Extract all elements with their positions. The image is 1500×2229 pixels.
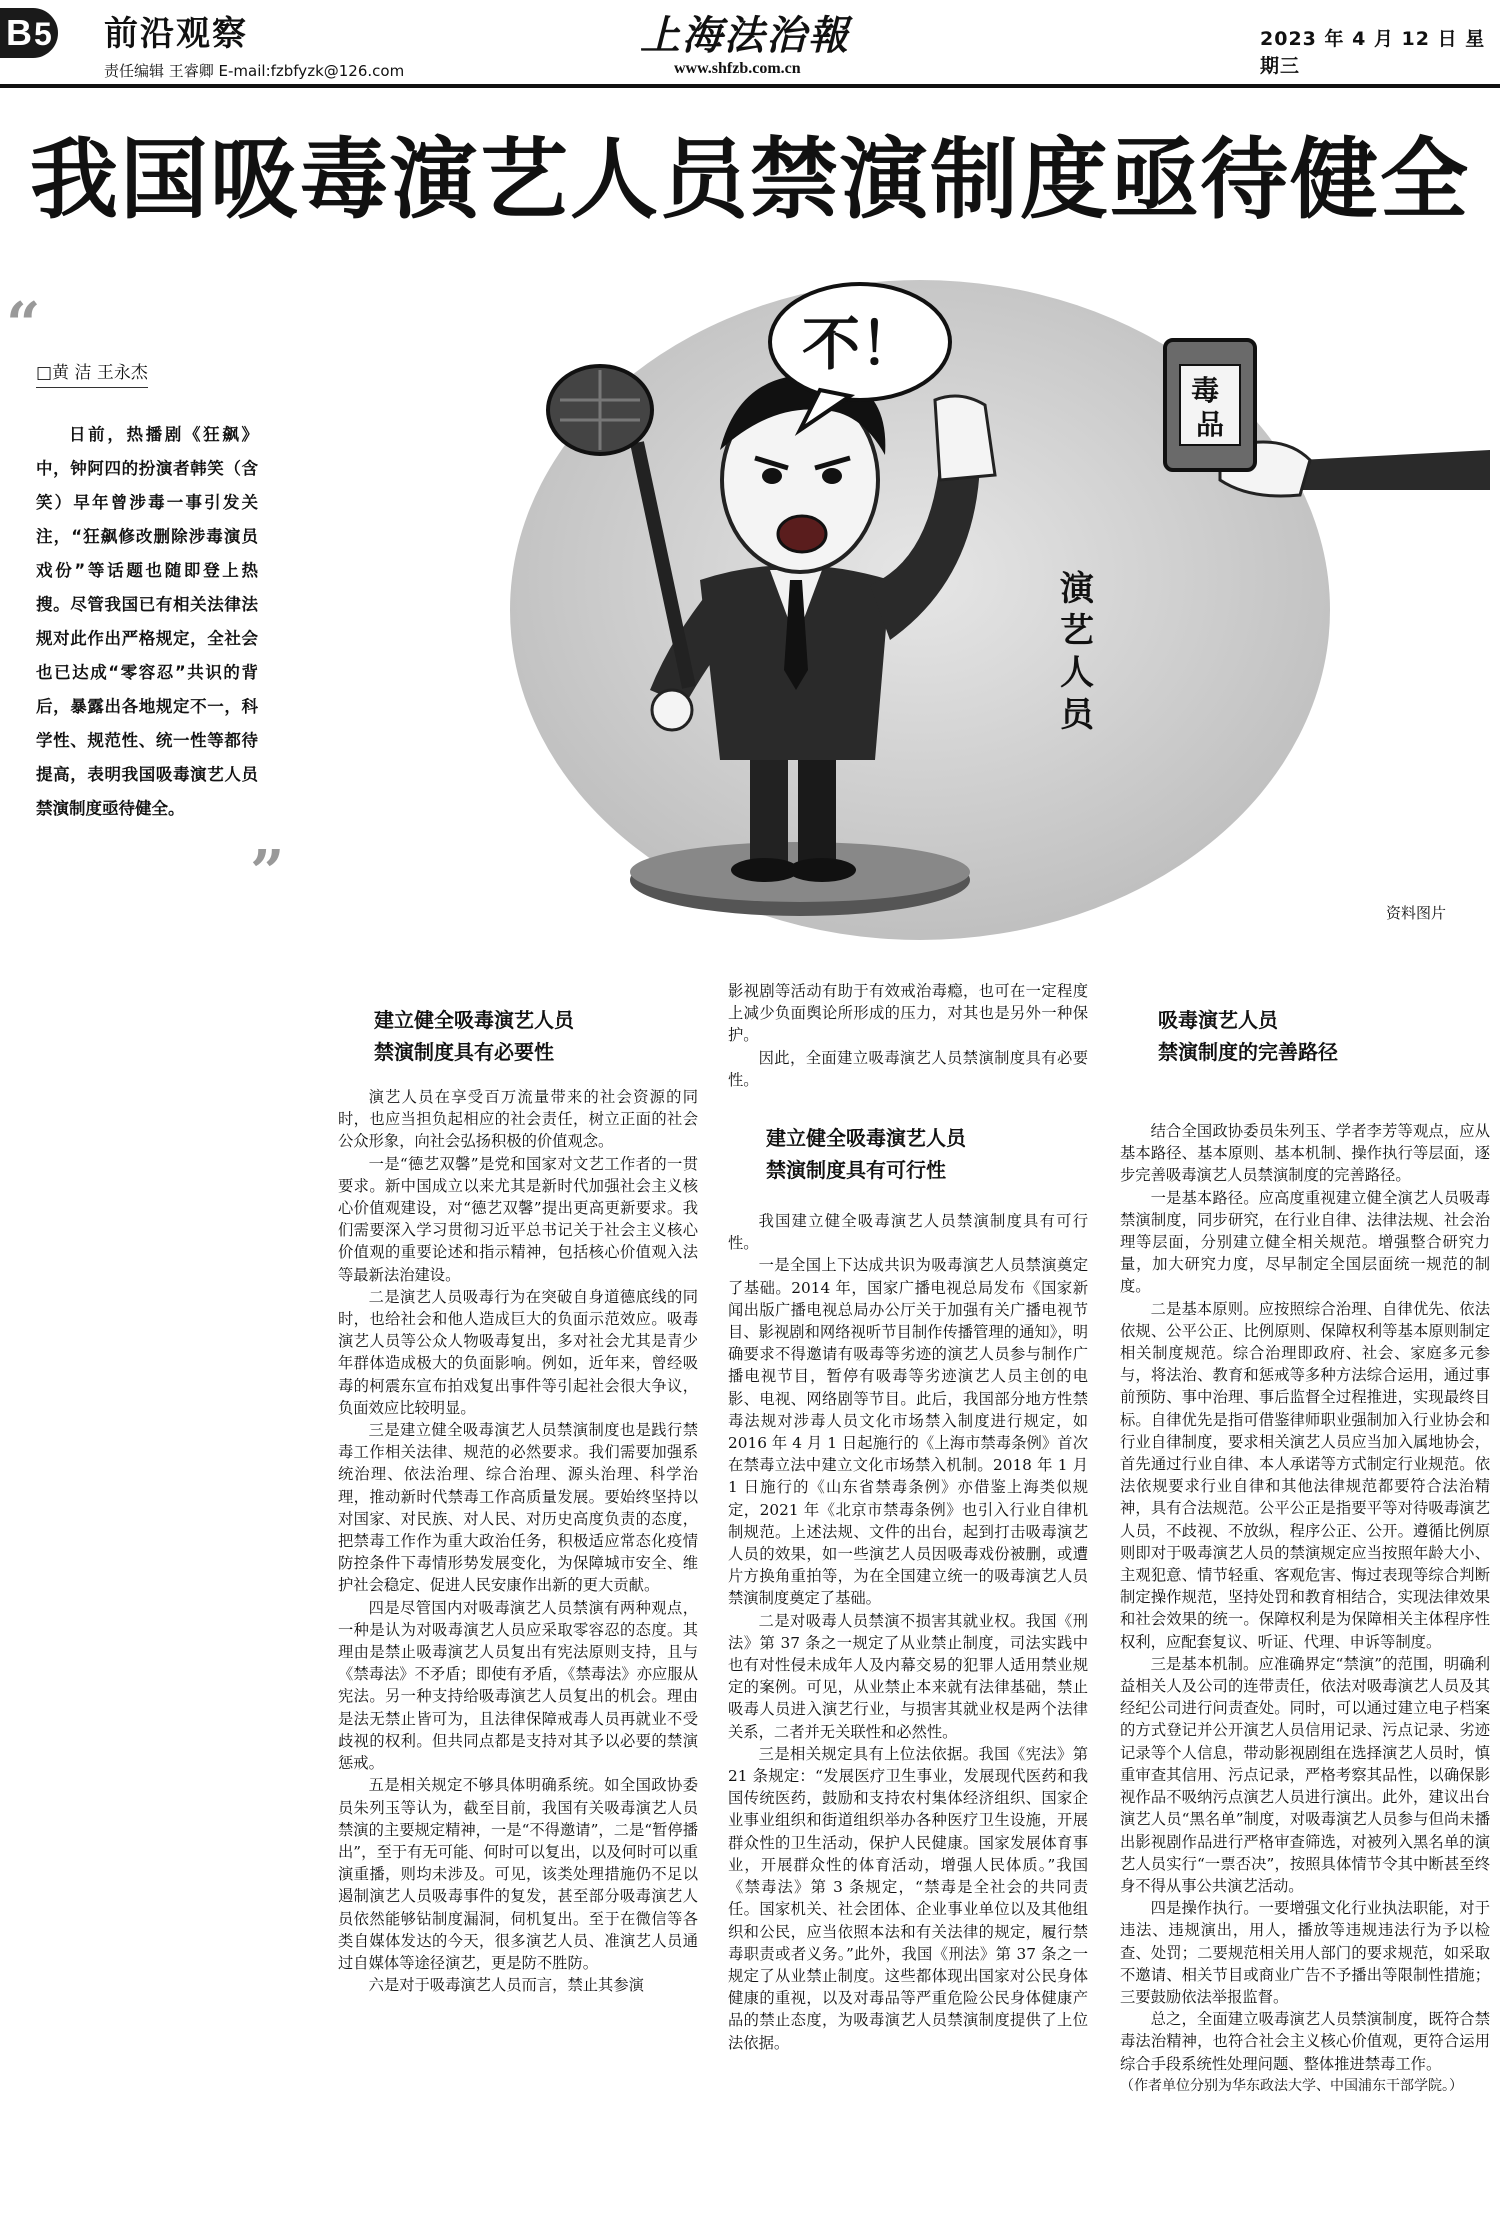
section-2-title-line: 建立健全吸毒演艺人员	[766, 1126, 966, 1150]
paragraph: 三是基本机制。应准确界定“禁演”的范围，明确利益相关人及公司的连带责任，依法对吸毒演艺人员及其经纪公司进行问责查处。同时，可以通过建立电子档案的方式登记并公开演艺人员信用记录、污点记录、劣迹记录等个人信息，带动影视剧组在选择演艺人员时，慎重审查其信用、污点记录，严格考察其品性，以确保影视作品不吸纳污点演艺人员进行演出。此外，建议出台演艺人员“黑名单”制度，对吸毒演艺人员参与但尚未播出影视剧作品进行严格审查筛选，对被列入黑名单的演艺人员实行“一票否决”，按照具体情节令其中断甚至终身不得从事公共演艺活动。	[1120, 1654, 1490, 1895]
paragraph: 四是尽管国内对吸毒演艺人员禁演有两种观点，一种是认为对吸毒演艺人员应采取零容忍的态度。其理由是禁止吸毒演艺人员复出有宪法原则支持，且与《禁毒法》不矛盾；即使有矛盾，《禁毒法》亦应服从宪法。另一种支持给吸毒演艺人员复出的机会。理由是法无禁止皆可为，且法律保障戒毒人员再就业不受歧视的权利。但共同点都是支持对其予以必要的禁演惩戒。	[338, 1598, 698, 1773]
paragraph: 三是建立健全吸毒演艺人员禁演制度也是践行禁毒工作相关法律、规范的必然要求。我们需要加强系统治理、依法治理、综合治理、源头治理、科学治理，推动新时代禁毒工作高质量发展。要始终坚持以对国家、对民族、对人民、对历史高度负责的态度，把禁毒工作作为重大政治任务，积极适应常态化疫情防控条件下毒情形势发展变化，为保障城市安全、维护社会稳定、促进人民安康作出新的更大贡献。	[338, 1421, 698, 1595]
figure-label-char: 演	[1060, 569, 1094, 609]
stop-hand	[935, 396, 995, 480]
lead-paragraph: 日前，热播剧《狂飙》中，钟阿四的扮演者韩笑（含笑）早年曾涉毒一事引发关注，“狂飙修改删除涉毒演员戏份”等话题也随即登上热搜。尽管我国已有相关法律法规对此作出严格规定，全社会也已达成“零容忍”共识的背后，暴露出各地规定不一，科学性、规范性、统一性等都待提高，表明我国吸毒演艺人员禁演制度亟待健全。	[36, 425, 258, 818]
paragraph: 三是相关规定具有上位法依据。我国《宪法》第 21 条规定：“发展医疗卫生事业，发展现代医药和我国传统医药，鼓励和支持农村集体经济组织、国家企业事业组织和街道组织举办各种医疗卫生设施，开展群众性的卫生活动，保护人民健康。国家发展体育事业，开展群众性的体育活动，增强人民体质。”我国《禁毒法》第 3 条规定，“禁毒是全社会的共同责任。国家机关、社会团体、企业事业单位以及其他组织和公民，应当依照本法和有关法律的规定，履行禁毒职责或者义务。”此外，我国《刑法》第 37 条之一规定了从业禁止制度。这些都体现出国家对公民身体健康的重视，以及对毒品等严重危险公民身体健康产品的禁止态度，为吸毒演艺人员禁演制度提供了上位法依据。	[728, 1744, 1088, 2052]
close-quote-icon: ”	[250, 838, 285, 908]
packet-label-char: 品	[1195, 408, 1225, 441]
website-url: www.shfzb.com.cn	[674, 60, 801, 77]
headline: 我国吸毒演艺人员禁演制度亟待健全	[29, 128, 1470, 231]
section-1-title-line: 建立健全吸毒演艺人员	[374, 1008, 574, 1032]
packet-label-char: 毒	[1191, 374, 1220, 407]
section-3-title-line: 禁演制度的完善路径	[1158, 1040, 1338, 1064]
newspaper-masthead: 上海法治報	[640, 12, 850, 59]
paragraph: 一是基本路径。应高度重视建立健全演艺人员吸毒禁演制度，同步研究，在行业自律、法律法规、社会治理等层面，分别建立健全相关规范。增强整合研究力量，加大研究力度，尽早制定全国层面统一规范的制度。	[1120, 1188, 1490, 1296]
section-3-title-line: 吸毒演艺人员	[1158, 1008, 1278, 1032]
offering-sleeve	[1280, 450, 1490, 490]
figure-label-char: 艺	[1060, 611, 1094, 651]
paragraph: 因此，全面建立吸毒演艺人员禁演制度具有必要性。	[728, 1048, 1088, 1089]
paragraph: 一是全国上下达成共识为吸毒演艺人员禁演奠定了基础。2014 年，国家广播电视总局发布《国家新闻出版广播电视总局办公厅关于加强有关广播电视节目、影视剧和网络视听节目制作传播管理的通知》，明确要求不得邀请有吸毒等劣迹的演艺人员参与制作广播电视节目，暂停有吸毒等劣迹演艺人员主创的电影、电视、网络剧等节目。此后，我国部分地方性禁毒法规对涉毒人员文化市场禁入制度进行规定，如 2016 年 4 月 1 日起施行的《上海市禁毒条例》首次在禁毒立法中建立文化市场禁入机制。2018 年 1 月 1 日施行的《山东省禁毒条例》亦借鉴上海类似规定，2021 年《北京市禁毒条例》也引入行业自律机制规范。上述法规、文件的出台，起到打击吸毒演艺人员的效果，如一些演艺人员因吸毒戏份被删，或遭片方换角重拍等，为在全国建立统一的吸毒演艺人员禁演制度奠定了基础。	[728, 1256, 1088, 1608]
photo-credit: 资料图片	[1386, 904, 1447, 922]
section-2-title	[766, 1122, 966, 1186]
section-1-body	[338, 1086, 698, 1996]
paragraph: 影视剧等活动有助于有效戒治毒瘾，也可在一定程度上减少负面舆论所形成的压力，对其也是另外一种保护。	[728, 982, 1088, 1045]
speech-text: 不！	[801, 310, 919, 378]
paragraph: 结合全国政协委员朱列玉、学者李芳等观点，应从基本路径、基本原则、基本机制、操作执行等层面，逐步完善吸毒演艺人员禁演制度的完善路径。	[1120, 1122, 1490, 1185]
author-note: （作者单位分别为华东政法大学、中国浦东干部学院。）	[1120, 2077, 1463, 2094]
section-1-title	[374, 1004, 574, 1068]
open-mouth	[778, 516, 826, 552]
section-3-title	[1158, 1004, 1338, 1068]
paragraph: 二是演艺人员吸毒行为在突破自身道德底线的同时，也给社会和他人造成巨大的负面示范效应。吸毒演艺人员等公众人物吸毒复出，多对社会尤其是青少年群体造成极大的负面影响。例如，近年来，曾经吸毒的柯震东宣布拍戏复出事件等引起社会很大争议，负面效应比较明显。	[338, 1287, 698, 1417]
section-name: 前沿观察	[104, 14, 248, 54]
paragraph: 六是对于吸毒演艺人员而言，禁止其参演	[368, 1976, 644, 1995]
editor-line: 责任编辑 王睿卿 E-mail:fzbfyzk@126.com	[104, 62, 405, 80]
figure-label-char: 员	[1060, 695, 1094, 735]
byline: □黄 洁 王永杰	[36, 358, 148, 388]
cartoon-illustration	[420, 280, 1490, 940]
paragraph: 四是操作执行。一要增强文化行业执法职能，对于违法、违规演出，用人，播放等违规违法行为予以检查、处罚；二要规范相关用人部门的要求规范，如采取不邀请、相关节目或商业广告不予播出等限制性措施；三要鼓励依法举报监督。	[1120, 1899, 1490, 2006]
section-1-title-line: 禁演制度具有必要性	[374, 1040, 554, 1064]
section-2-body	[728, 1210, 1088, 2054]
header-divider	[0, 84, 1500, 88]
figure-legs	[750, 750, 788, 865]
figure-label-char: 人	[1060, 653, 1094, 693]
paragraph: 一是“德艺双馨”是党和国家对文艺工作者的一贯要求。新中国成立以来尤其是新时代加强社会主义核心价值观建设，对“德艺双馨”提出更高更新要求。我们需要深入学习贯彻习近平总书记关于社会主义核心价值观的重要论述和指示精神，包括核心价值观入法等最新法治建设。	[338, 1154, 698, 1284]
section-3-body	[1120, 1120, 1490, 2097]
page-number-badge	[0, 8, 70, 58]
paragraph: 二是对吸毒人员禁演不损害其就业权。我国《刑法》第 37 条之一规定了从业禁止制度，司法实践中也有对性侵未成年人及内幕交易的犯罪人适用禁业规定的案例。可见，从业禁止本来就有法律基础，禁止吸毒人员进入演艺行业，与损害其就业权是两个法律关系，二者并无关联性和必然性。	[728, 1611, 1088, 1741]
paragraph: 二是基本原则。应按照综合治理、自律优先、依法依规、公平公正、比例原则、保障权利等基本原则制定相关制度规范。综合治理即政府、社会、家庭多元参与，将法治、教育和惩戒等多种方法综合运用，通过事前预防、事中治理、事后监督全过程推进，实现最终目标。自律优先是指可借鉴律师职业强制加入行业协会和行业自律制度，要求相关演艺人员应当加入属地协会，首先通过行业自律、本人承诺等方式制定行业规范。依法依规要求行业自律和其他法律规范都要符合法治精神，具有合法规范。公平公正是指要平等对待吸毒演艺人员，不歧视、不放纵，程序公正、公开。遵循比例原则即对于吸毒演艺人员的禁演规定应当按照年龄大小、主观犯意、情节轻重、客观危害、悔过表现等综合判断制定操作规范，坚持处罚和教育相结合，实现法律效果和社会效果的统一。保障权利是为保障相关主体程序性权利，应配套复议、听证、代理、申诉等制度。	[1120, 1299, 1490, 1651]
section-1-continued	[728, 980, 1088, 1091]
issue-date: 2023 年 4 月 12 日 星期三	[1260, 28, 1486, 77]
paragraph: 五是相关规定不够具体明确系统。如全国政协委员朱列玉等认为，截至目前，我国有关吸毒演艺人员禁演的主要规定精神，一是“不得邀请”，二是“暂停播出”，至于有无可能、何时可以复出，以及何时可以重演重播，则均未涉及。可见，该类处理措施仍不足以遏制演艺人员吸毒事件的复发，甚至部分吸毒演艺人员依然能够钻制度漏洞，伺机复出。至于在微信等各类自媒体发达的今天，很多演艺人员、准演艺人员通过自媒体等途径演艺，更是防不胜防。	[338, 1776, 698, 1972]
packet-label	[1191, 374, 1229, 441]
section-2-title-line: 禁演制度具有可行性	[766, 1158, 946, 1182]
page-letter: B	[6, 12, 32, 53]
open-quote-icon: “	[6, 290, 41, 360]
paragraph: 演艺人员在享受百万流量带来的社会资源的同时，也应当担负起相应的社会责任，树立正面的社会公众形象，向社会弘扬积极的价值观念。	[338, 1088, 698, 1151]
paragraph: 总之，全面建立吸毒演艺人员禁演制度，既符合禁毒法治精神，也符合社会主义核心价值观，更符合运用综合手段系统性处理问题、整体推进禁毒工作。	[1120, 2010, 1490, 2073]
page-number: 5	[34, 16, 52, 52]
paragraph: 我国建立健全吸毒演艺人员禁演制度具有可行性。	[728, 1212, 1088, 1253]
